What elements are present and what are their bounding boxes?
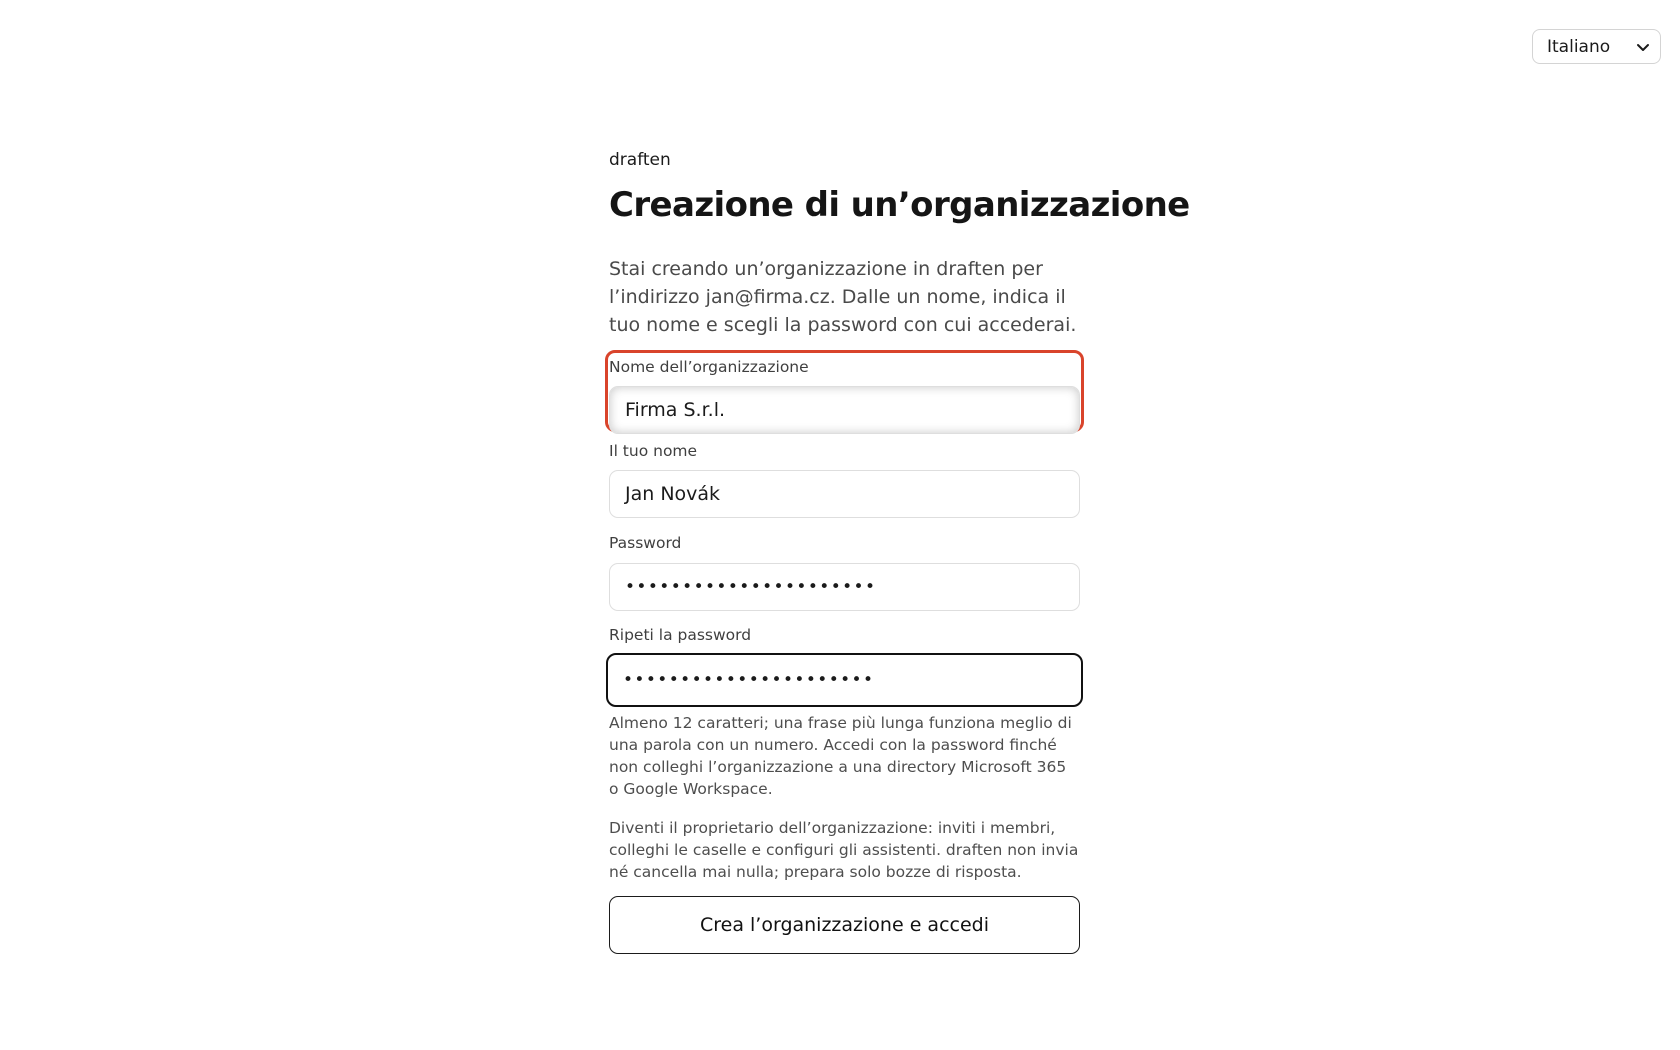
your-name-input[interactable]: Jan Novák bbox=[609, 470, 1080, 518]
page-title: Creazione di un’organizzazione bbox=[609, 185, 1190, 225]
password-help-text: Almeno 12 caratteri; una frase più lunga funziona meglio di una parola con un numero. Accedi con la password finché non colleghi l’organizzazione a una directory Microsoft 365 o Google Workspace. bbox=[609, 714, 1072, 798]
language-select[interactable] bbox=[1532, 29, 1661, 64]
language-select-value: Italiano bbox=[1547, 36, 1611, 57]
repeat-password-label: Ripeti la password bbox=[609, 626, 752, 644]
your-name-label: Il tuo nome bbox=[609, 442, 698, 460]
brand-name: draften bbox=[609, 150, 671, 170]
create-organization-button[interactable]: Crea l’organizzazione e accedi bbox=[609, 896, 1080, 954]
intro-text: Stai creando un’organizzazione in draften per l’indirizzo jan@firma.cz. Dalle un nome, indica il tuo nome e scegli la password con cui accederai. bbox=[609, 258, 1077, 336]
password-input[interactable]: •••••••••••••••••••••• bbox=[609, 563, 1080, 611]
chevron-down-icon bbox=[1636, 40, 1650, 54]
password-label: Password bbox=[609, 534, 682, 552]
owner-note-text: Diventi il proprietario dell’organizzazione: inviti i membri, colleghi le caselle e configuri gli assistenti. draften non invia né cancella mai nulla; prepara solo bozze di risposta. bbox=[609, 819, 1079, 881]
org-name-input[interactable]: Firma S.r.l. bbox=[609, 386, 1080, 434]
repeat-password-input[interactable]: •••••••••••••••••••••• bbox=[606, 653, 1083, 707]
org-name-label: Nome dell’organizzazione bbox=[609, 358, 809, 376]
